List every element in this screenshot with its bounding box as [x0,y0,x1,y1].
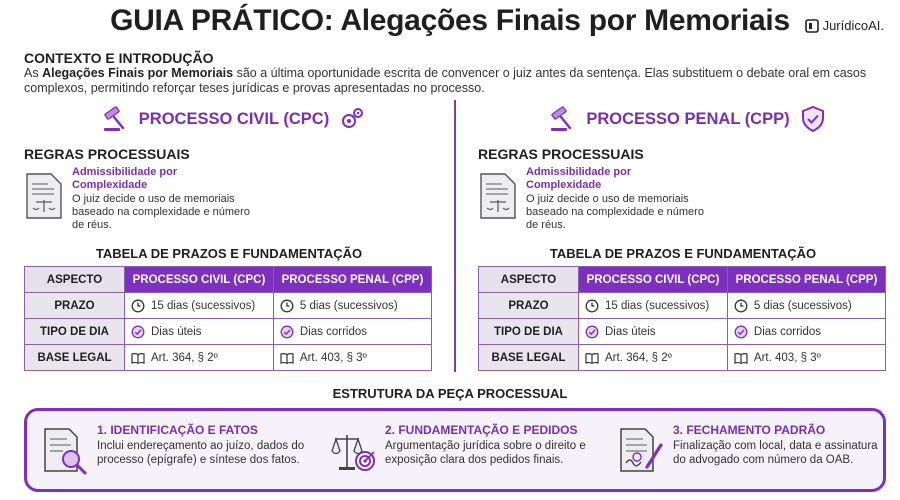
penal-deadline-table [478,266,886,371]
document-sign-icon [617,427,665,477]
cpc-cell [125,345,274,371]
clock-icon [734,299,748,313]
cell-text: 15 dias (sucessivos) [151,299,256,312]
gavel-icon [101,104,131,134]
row-label: PRAZO [479,293,579,319]
header-cpp: PROCESSO PENAL (CPP) [727,267,885,293]
table-row [25,319,432,345]
table-header-row [479,267,886,293]
cpp-cell [727,293,885,319]
brand-name: JurídicoAI. [822,18,884,33]
step-text: Finalização com local, data e assinatura do advogado com número da OAB. [673,440,878,466]
civil-header [24,104,444,134]
cell-text: Art. 403, § 3º [299,351,367,364]
context-bold: Alegações Finais por Memoriais [42,66,234,80]
brand-icon [805,19,819,33]
step-text: Inclui endereçamento ao juízo, dados do processo (epígrafe) e síntese dos fatos. [97,440,305,466]
step-title: 1. IDENTIFICAÇÃO E FATOS [97,423,258,437]
page-title: GUIA PRÁTICO: Alegações Finais por Memoriais [110,4,790,37]
step-fechamento [617,421,897,485]
cpp-cell [273,293,431,319]
context-text: são a última oportunidade escrita de convencer o juiz antes da sentença. Elas substituem o debate oral em casos complexos, permitindo reforçar teses jurídicas e provas apresentadas no processo. [24,66,867,95]
structure-heading: ESTRUTURA DA PEÇA PROCESSUAL [332,386,568,401]
table-header-row [25,267,432,293]
header-aspect: ASPECTO [25,267,125,293]
row-label: TIPO DE DIA [479,319,579,345]
civil-rules-heading: REGRAS PROCESSUAIS [24,146,190,162]
cell-text: Dias corridos [299,325,368,338]
document-scales-icon [24,172,64,220]
table-row [25,345,432,371]
civil-table-heading: TABELA DE PRAZOS E FUNDAMENTAÇÃO [95,246,363,261]
row-label: TIPO DE DIA [25,319,125,345]
row-label: PRAZO [25,293,125,319]
structure-panel [24,408,886,492]
column-divider [454,100,456,372]
book-icon [131,351,145,365]
context-lead: As [24,66,43,80]
gears-icon [337,104,367,134]
step-title: 3. FECHAMENTO PADRÃO [673,423,826,437]
cell-text: Art. 364, § 2º [151,351,218,364]
cpp-cell [273,345,431,371]
cell-text: 5 dias (sucessivos) [299,299,398,312]
cell-text: Dias úteis [605,325,656,338]
header-cpp: PROCESSO PENAL (CPP) [273,267,431,293]
table-row [479,293,886,319]
step-fundamentacao [329,421,609,485]
table-row [479,345,886,371]
document-scales-icon [478,172,518,220]
table-row [479,319,886,345]
book-icon [585,351,599,365]
penal-rule-title: Admissibilidade por Complexidade [526,166,632,191]
step-identification [41,421,321,485]
cpc-cell [579,319,728,345]
clock-icon [131,299,145,313]
civil-deadline-table [24,266,432,371]
penal-column [478,100,898,380]
book-icon [734,351,748,365]
scales-target-icon [329,427,377,477]
civil-column [24,100,444,380]
step-text: Argumentação jurídica sobre o direito e exposição clara dos pedidos finais. [385,440,586,466]
context-heading: CONTEXTO E INTRODUÇÃO [24,50,214,66]
cpc-cell [125,293,274,319]
cell-text: Art. 364, § 2º [605,351,672,364]
cpp-cell [727,319,885,345]
check-circle-icon [734,325,748,339]
civil-rule-title: Admissibilidade por Complexidade [72,166,178,191]
context-paragraph [24,66,884,96]
penal-rules-heading: REGRAS PROCESSUAIS [478,146,644,162]
document-search-icon [41,427,89,477]
check-circle-icon [131,325,145,339]
cpc-cell [579,345,728,371]
header-aspect: ASPECTO [479,267,579,293]
shield-check-icon [798,104,828,134]
clock-icon [585,299,599,313]
cell-text: Art. 403, § 3º [753,351,821,364]
cell-text: Dias úteis [151,325,202,338]
cpp-cell [273,319,431,345]
row-label: BASE LEGAL [25,345,125,371]
clock-icon [280,299,294,313]
brand-logo [805,18,884,33]
cpc-cell [125,319,274,345]
cell-text: 15 dias (sucessivos) [605,299,710,312]
cell-text: Dias corridos [753,325,822,338]
cpc-cell [579,293,728,319]
penal-header [478,104,898,134]
step-title: 2. FUNDAMENTAÇÃO E PEDIDOS [385,423,578,437]
penal-table-heading: TABELA DE PRAZOS E FUNDAMENTAÇÃO [549,246,817,261]
header-cpc: PROCESSO CIVIL (CPC) [125,267,274,293]
penal-title: PROCESSO PENAL (CPP) [586,109,790,128]
book-icon [280,351,294,365]
check-circle-icon [280,325,294,339]
header-cpc: PROCESSO CIVIL (CPC) [579,267,728,293]
cell-text: 5 dias (sucessivos) [753,299,852,312]
table-row [25,293,432,319]
civil-title: PROCESSO CIVIL (CPC) [138,109,330,128]
penal-rule-text: O juiz decide o uso de memoriais baseado na complexidade e número de réus. [526,193,704,231]
row-label: BASE LEGAL [479,345,579,371]
cpp-cell [727,345,885,371]
gavel-icon [548,104,578,134]
civil-rule-text: O juiz decide o uso de memoriais baseado na complexidade e número de réus. [72,193,250,231]
check-circle-icon [585,325,599,339]
